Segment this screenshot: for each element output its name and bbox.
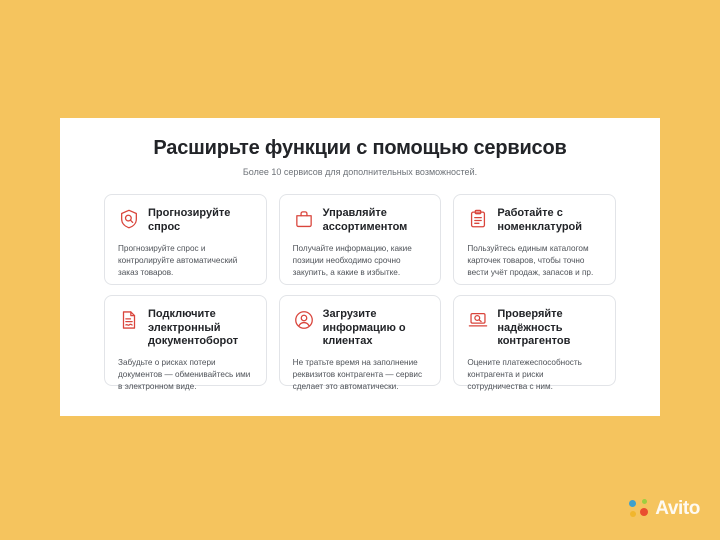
service-card-title: Подключите электронный документоборот (148, 308, 239, 347)
service-card-description: Получайте информацию, какие позиции необходимо срочно закупить, а какие в избытке. (292, 244, 412, 277)
service-card-counterparty-check[interactable] (453, 295, 616, 391)
service-card-edo[interactable] (104, 295, 267, 391)
user-circle-icon (293, 309, 315, 331)
service-card-title: Загрузите информацию о клиентах (322, 308, 406, 347)
service-card-head (293, 207, 428, 234)
panel-header (60, 118, 660, 177)
services-panel (60, 118, 660, 416)
avito-logo-icon (629, 499, 649, 519)
avito-watermark (629, 498, 700, 520)
clipboard-icon (467, 208, 489, 230)
service-card-forecast-demand[interactable] (104, 194, 267, 285)
service-card-nomenclature[interactable] (453, 194, 616, 285)
service-card-head (118, 308, 253, 349)
page-title: Расширьте функции с помощью сервисов (153, 137, 567, 159)
service-card-description: Забудьте о рисках потери документов — обменивайтесь ими в электронном виде. (118, 357, 251, 391)
service-card-title: Прогнозируйте спрос (148, 207, 231, 233)
service-card-head (293, 308, 428, 349)
services-grid (60, 194, 660, 391)
document-signature-icon (118, 309, 140, 331)
service-card-client-info[interactable] (279, 295, 442, 391)
service-card-title: Управляйте ассортиментом (322, 207, 408, 233)
service-card-description: Не тратьте время на заполнение реквизитов контрагента — сервис сделает это автоматически. (292, 357, 423, 391)
service-card-head (467, 308, 602, 349)
service-card-description: Оцените платежеспособность контрагента и риски сотрудничества с ним. (467, 357, 582, 391)
service-card-description: Пользуйтесь единым каталогом карточек товаров, чтобы точно вести учёт продаж, запасов и пр. (467, 244, 594, 277)
service-card-title: Проверяйте надёжность контрагентов (497, 308, 571, 347)
laptop-search-icon (467, 309, 489, 331)
avito-wordmark: Avito (655, 498, 700, 519)
shield-check-icon (118, 208, 140, 230)
service-card-title: Работайте с номенклатурой (497, 207, 583, 233)
service-card-head (118, 207, 253, 234)
service-card-description: Прогнозируйте спрос и контролируйте автоматический заказ товаров. (118, 244, 238, 277)
briefcase-icon (293, 208, 315, 230)
service-card-head (467, 207, 602, 234)
service-card-manage-assortment[interactable] (279, 194, 442, 285)
page-subtitle: Более 10 сервисов для дополнительных возможностей. (242, 167, 478, 177)
